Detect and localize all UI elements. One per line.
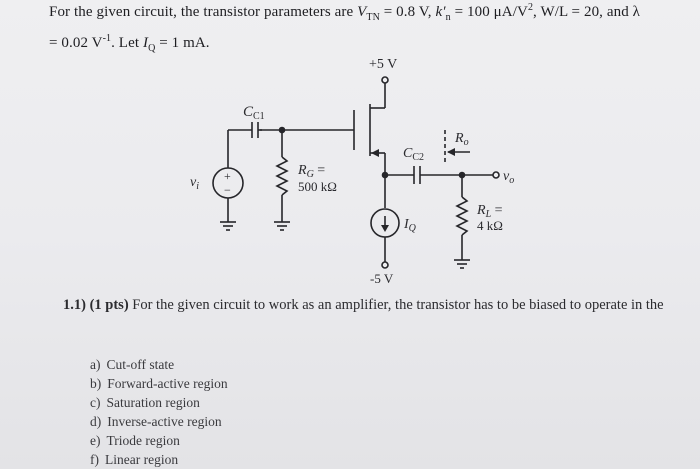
option-a[interactable]: a) Cut-off state bbox=[90, 357, 175, 372]
ro-label: $R_o$ bbox=[455, 131, 469, 148]
vi-label: $v_i$ bbox=[190, 175, 199, 192]
iq-arrowhead bbox=[381, 225, 389, 232]
rl-label-2: 4 kΩ bbox=[477, 218, 503, 233]
vo-terminal bbox=[493, 172, 499, 178]
rg-label-1: $R_G$ = bbox=[298, 163, 326, 180]
source-plus: + bbox=[224, 169, 231, 183]
cc2-label: $C_{C2}$ bbox=[403, 146, 425, 163]
problem-line-2: = 0.02 $V^{-1}$. Let $I_Q = 1$ mA. bbox=[49, 33, 210, 54]
answer-options bbox=[90, 355, 234, 469]
vss-terminal bbox=[382, 262, 388, 268]
question-1-1 bbox=[63, 296, 683, 315]
option-e[interactable]: e) Triode region bbox=[90, 433, 180, 448]
option-c[interactable]: c) Saturation region bbox=[90, 395, 200, 410]
cc1-label: $C_{C1}$ bbox=[243, 104, 265, 122]
source-arrow bbox=[371, 149, 379, 157]
rg-label-2: 500 kΩ bbox=[298, 179, 337, 194]
rg-resistor bbox=[277, 157, 287, 195]
option-f[interactable]: f) Linear region bbox=[90, 452, 179, 467]
vss-label: -5 V bbox=[370, 271, 394, 286]
option-d[interactable]: d) Inverse-active region bbox=[90, 414, 222, 429]
source-minus: − bbox=[224, 183, 231, 197]
rl-resistor bbox=[457, 197, 467, 235]
ro-arrowhead bbox=[447, 148, 455, 156]
source-node bbox=[383, 173, 388, 178]
vo-label: $v_o$ bbox=[503, 169, 515, 186]
question-text: For the given circuit to work as an amplifier, the transistor has to be biased to operate in the bbox=[128, 297, 664, 313]
question-number: 1.1) (1 pts) bbox=[63, 297, 129, 313]
problem-line-1: For the given circuit, the transistor parameters are $V_{TN} = 0.8$ V, $k'_n = 100$ $\mu A/V^2$, W/L = 20, and λ bbox=[49, 2, 641, 23]
option-b[interactable]: b) Forward-active region bbox=[90, 376, 228, 391]
rl-label-1: $R_L$ = bbox=[477, 203, 503, 220]
vdd-label: +5 V bbox=[369, 57, 398, 72]
iq-label: $I_Q$ bbox=[404, 217, 416, 234]
vdd-terminal bbox=[382, 77, 388, 83]
